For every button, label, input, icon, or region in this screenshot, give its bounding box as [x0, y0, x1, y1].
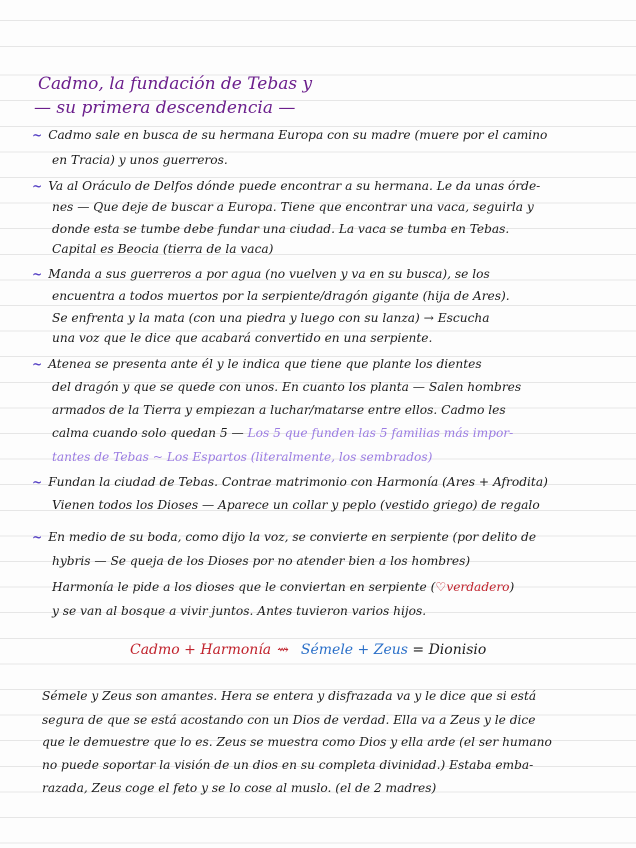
paragraph-line: razada, Zeus coge el feto y se lo cose al muslo. (el de 2 madres): [42, 781, 437, 795]
dionisio-label: = Dionisio: [412, 642, 487, 658]
list-item-line: hybris — Se queja de los Dioses por no atender bien a los hombres): [52, 554, 471, 568]
list-item-line: donde esta se tumbe debe fundar una ciudad. La vaca se tumba en Tebas.: [52, 222, 510, 236]
page-title: Cadmo, la fundación de Tebas y: [38, 74, 313, 94]
list-item: ~ Va al Oráculo de Delfos dónde puede encontrar a su hermana. Le da unas órde-: [32, 179, 541, 193]
tilde-bullet-icon: ~: [32, 530, 43, 544]
list-item: ~ En medio de su boda, como dijo la voz, se convierte en serpiente (por delito de: [32, 530, 537, 544]
list-item-line: armados de la Tierra y empiezan a luchar/matarse entre ellos. Cadmo les: [52, 403, 506, 417]
tilde-bullet-icon: ~: [32, 357, 43, 371]
lineage-equation: [130, 640, 486, 660]
paragraph-line: segura de que se está acostando con un Dios de verdad. Ella va a Zeus y le dice: [42, 713, 536, 727]
highlight-text: tantes de Tebas ~ Los Espartos (literalmente, los sembrados): [52, 450, 433, 464]
list-item-line: nes — Que deje de buscar a Europa. Tiene que encontrar una vaca, seguirla y: [52, 200, 534, 214]
semele-zeus-label: Sémele + Zeus: [300, 642, 408, 658]
paragraph-line: no puede soportar la visión de un dios en su completa divinidad.) Estaba emba-: [42, 758, 534, 772]
list-item-line: Se enfrenta y la mata (con una piedra y luego con su lanza) → Escucha: [52, 311, 490, 325]
list-item-line: Vienen todos los Dioses — Aparece un collar y peplo (vestido griego) de regalo: [52, 498, 540, 512]
list-item-line: del dragón y que se quede con unos. En cuanto los planta — Salen hombres: [52, 380, 522, 394]
list-item-line: Capital es Beocia (tierra de la vaca): [52, 242, 274, 256]
parents-label: Cadmo + Harmonía: [130, 642, 272, 658]
tilde-bullet-icon: ~: [32, 128, 43, 142]
list-item-line: en Tracia) y unos guerreros.: [52, 153, 228, 167]
list-item: ~ Cadmo sale en busca de su hermana Europa con su madre (muere por el camino: [32, 128, 548, 142]
tilde-bullet-icon: ~: [32, 475, 43, 489]
list-item-line: Harmonía le pide a los dioses que le conviertan en serpiente (♡verdadero): [52, 580, 515, 594]
page-subtitle: — su primera descendencia —: [34, 98, 296, 118]
squiggle-arrow-icon: ⇝: [277, 642, 289, 658]
list-item-line: y se van al bosque a vivir juntos. Antes tuvieron varios hijos.: [52, 604, 427, 618]
heart-word: verdadero: [446, 580, 510, 594]
heart-icon: ♡: [435, 580, 447, 594]
paragraph-line: Sémele y Zeus son amantes. Hera se entera y disfrazada va y le dice que si está: [42, 689, 537, 703]
tilde-bullet-icon: ~: [32, 179, 43, 193]
list-item-line: encuentra a todos muertos por la serpiente/dragón gigante (hija de Ares).: [52, 289, 510, 303]
list-item-line: una voz que le dice que acabará convertido en una serpiente.: [52, 331, 433, 345]
list-item: ~ Fundan la ciudad de Tebas. Contrae matrimonio con Harmonía (Ares + Afrodita): [32, 475, 548, 489]
paragraph-line: que le demuestre que lo es. Zeus se muestra como Dios y ella arde (el ser humano: [42, 735, 552, 749]
list-item: ~ Manda a sus guerreros a por agua (no vuelven y va en su busca), se los: [32, 267, 490, 281]
list-item-line: calma cuando solo quedan 5 — Los 5 que funden las 5 familias más impor-: [52, 426, 514, 440]
list-item: ~ Atenea se presenta ante él y le indica que tiene que plante los dientes: [32, 357, 482, 371]
tilde-bullet-icon: ~: [32, 267, 43, 281]
highlight-text: Los 5 que funden las 5 familias más impor-: [247, 426, 514, 440]
